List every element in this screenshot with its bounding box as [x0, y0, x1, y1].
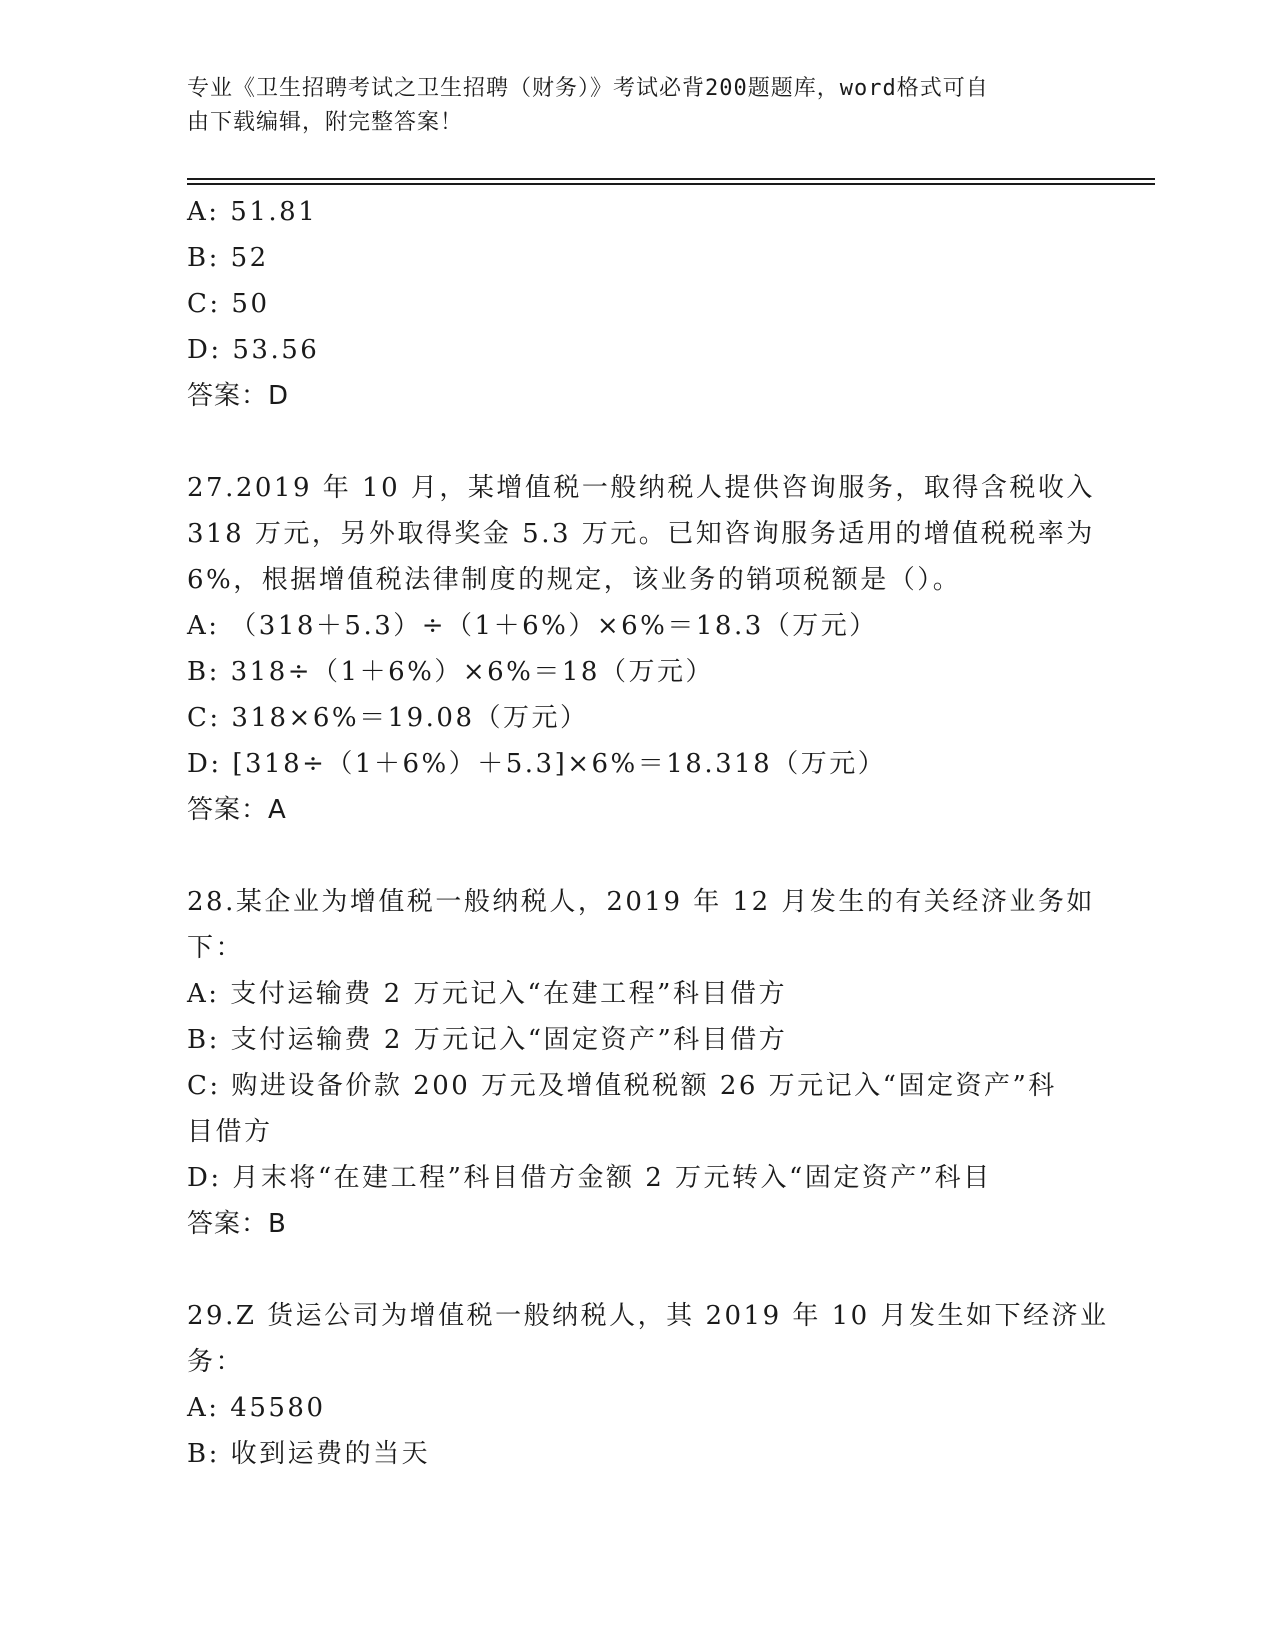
question-content [187, 189, 1109, 1477]
q29-stem-line-2: 务： [187, 1347, 245, 1377]
q28-option-c-line-1: C: 购进设备价款 200 万元及增值税税额 26 万元记入“固定资产”科 [187, 1071, 1057, 1101]
q27-answer: 答案：A [187, 795, 287, 825]
q26-option-c: C: 50 [187, 289, 270, 319]
q28-option-b: B: 支付运输费 2 万元记入“固定资产”科目借方 [187, 1025, 788, 1055]
q28-stem-line-1: 28.某企业为增值税一般纳税人，2019 年 12 月发生的有关经济业务如 [187, 887, 1095, 917]
q27-option-d: D: [318÷（1＋6%）＋5.3]×6%＝18.318（万元） [187, 749, 887, 779]
q27-option-a: A: （318＋5.3）÷（1＋6%）×6%＝18.3（万元） [187, 611, 878, 641]
q27-stem-line-3: 6%，根据增值税法律制度的规定，该业务的销项税额是（）。 [187, 565, 962, 595]
q28-stem-line-2: 下： [187, 933, 245, 963]
q27-option-b: B: 318÷（1＋6%）×6%＝18（万元） [187, 657, 714, 687]
q28-option-a: A: 支付运输费 2 万元记入“在建工程”科目借方 [187, 979, 787, 1009]
q26-option-d: D: 53.56 [187, 335, 320, 365]
q27-option-c: C: 318×6%＝19.08（万元） [187, 703, 589, 733]
header-divider-top [187, 178, 1155, 180]
question-28-block [187, 879, 1095, 1247]
spacer [187, 1247, 1087, 1293]
question-27-block [187, 465, 1095, 833]
question-26-block [187, 189, 1087, 419]
q26-answer: 答案：D [187, 381, 290, 411]
q26-option-b: B: 52 [187, 243, 269, 273]
q29-option-b: B: 收到运费的当天 [187, 1439, 431, 1469]
q26-option-a: A: 51.81 [187, 197, 318, 227]
spacer [187, 833, 1087, 879]
q28-option-c-line-2: 目借方 [187, 1117, 273, 1147]
question-29-block [187, 1293, 1109, 1477]
q28-option-d: D: 月末将“在建工程”科目借方金额 2 万元转入“固定资产”科目 [187, 1163, 992, 1193]
header-title-line-1: 专业《卫生招聘考试之卫生招聘（财务）》考试必背200题题库，word格式可自 [187, 76, 989, 101]
header-title-line-2: 由下载编辑，附完整答案！ [187, 110, 464, 135]
header-divider-bottom [187, 183, 1155, 185]
q28-answer: 答案：B [187, 1209, 287, 1239]
q27-stem-line-1: 27.2019 年 10 月，某增值税一般纳税人提供咨询服务，取得含税收入 [187, 473, 1095, 503]
q29-option-a: A: 45580 [187, 1393, 326, 1423]
document-header [187, 72, 1087, 140]
spacer [187, 419, 1087, 465]
q29-stem-line-1: 29.Z 货运公司为增值税一般纳税人，其 2019 年 10 月发生如下经济业 [187, 1301, 1109, 1331]
q27-stem-line-2: 318 万元，另外取得奖金 5.3 万元。已知咨询服务适用的增值税税率为 [187, 519, 1095, 549]
